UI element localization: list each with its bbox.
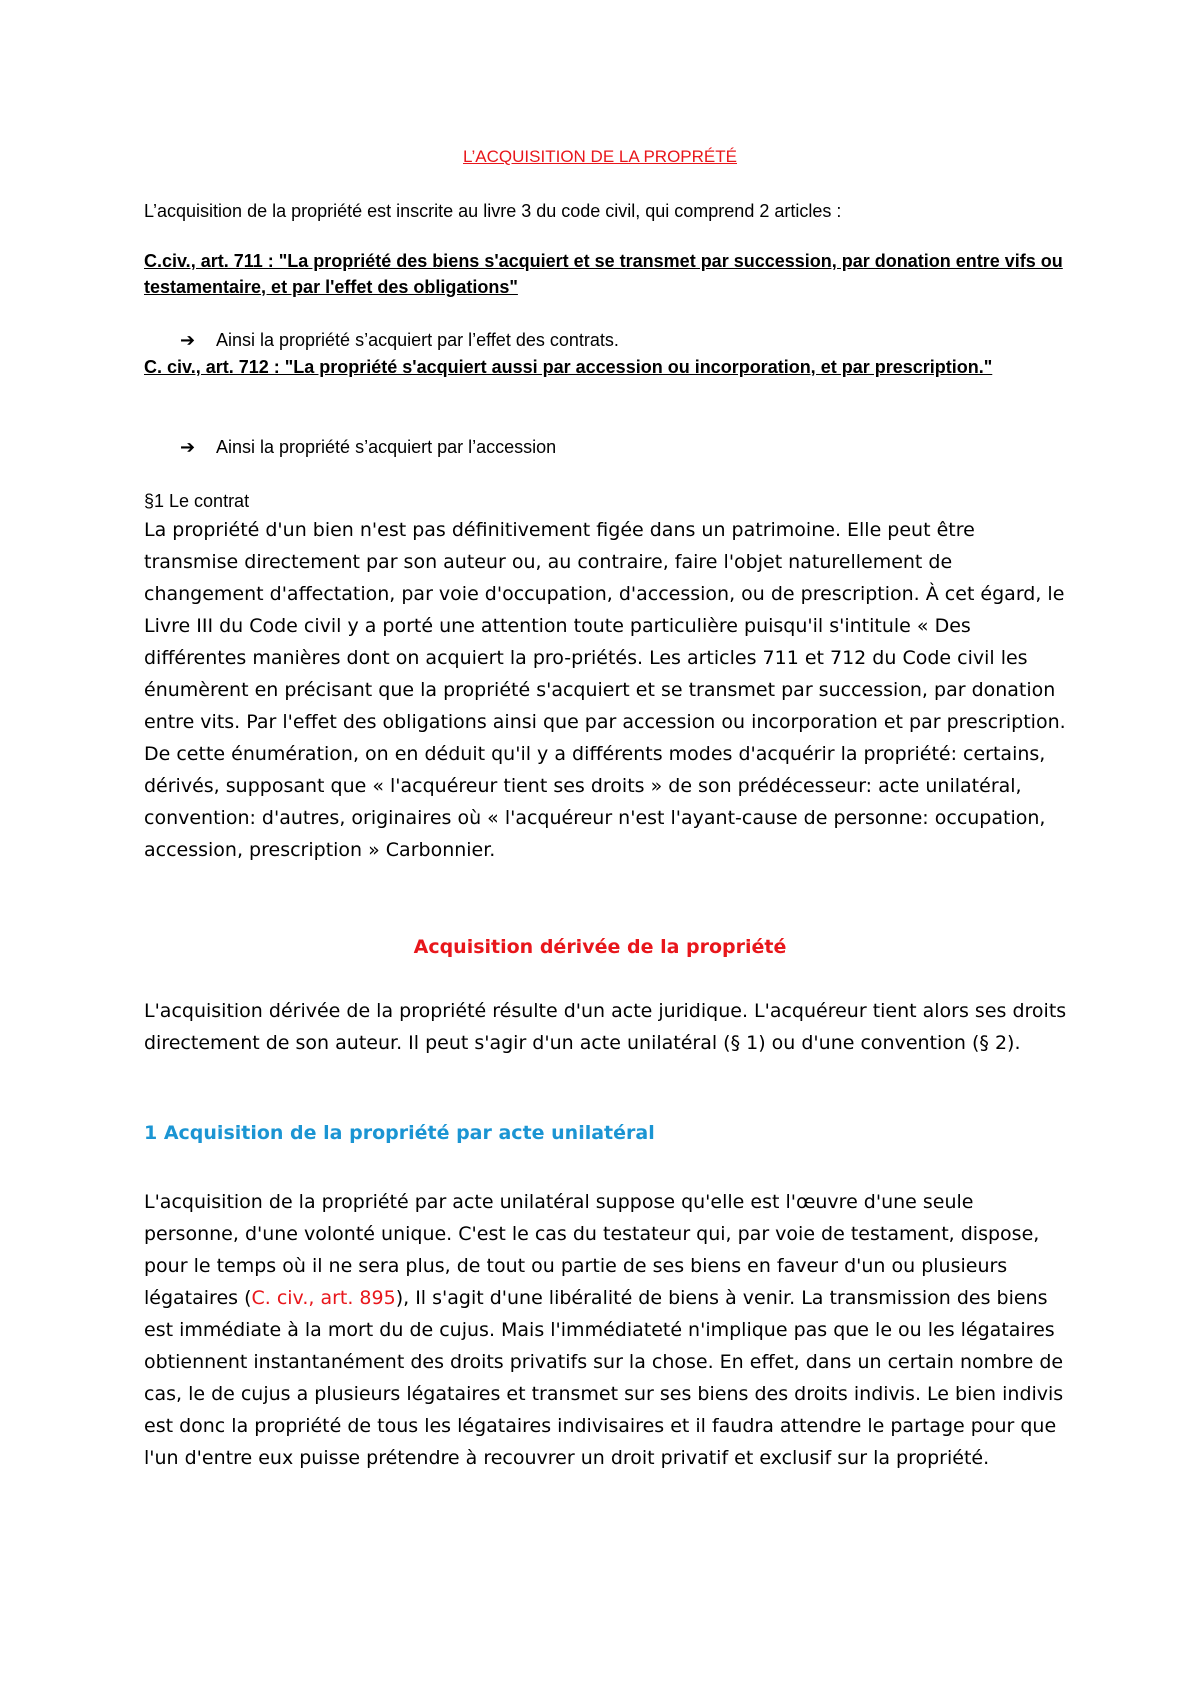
- paragraph-contract: La propriété d'un bien n'est pas définitivement figée dans un patrimoine. Elle peut être transmise directement par son auteur ou, au contraire, faire l'objet naturellement de changement d'affectation, par voie d'occupation, d'accession, ou de prescription. À cet égard, le Livre III du Code civil y a porté une attention toute particulière puisqu'il s'intitule « Des différentes manières dont on acquiert la pro-priétés. Les articles 711 et 712 du Code civil les énumèrent en précisant que la propriété s'acquiert et se transmet par succession, par donation entre vits. Par l'effet des obligations ainsi que par accession ou incorporation et par prescription. De cette énumération, on en déduit qu'il y a différents modes d'acquérir la propriété: certains, dérivés, supposant que « l'acquéreur tient ses droits » de son prédécesseur: acte unilatéral, convention: d'autres, originaires où « l'acquéreur n'est l'ayant-cause de personne: occupation, accession, prescription » Carbonnier.: [144, 519, 1066, 861]
- note-712: [180, 434, 556, 461]
- paragraph-unilateral-part-2: ), Il s'agit d'une libéralité de biens à venir. La transmission des biens est immédiate à la mort du de cujus. Mais l'immédiateté n'implique pas que le ou les légataires obtiennent instantanément des droits privatifs sur la chose. En effet, dans un certain nombre de cas, le de cujus a plusieurs légataires et transmet sur ses biens des droits indivis. Le bien indivis est donc la propriété de tous les légataires indivisaires et il faudra attendre le partage pour que l'un d'entre eux puisse prétendre à recouvrer un droit privatif et exclusif sur la propriété.: [144, 1287, 1064, 1469]
- article-711-quote: C.civ., art. 711 : "La propriété des biens s'acquiert et se transmet par succession, par donation entre vifs ou testamentaire, et par l'effet des obligations": [144, 251, 1063, 297]
- intro-paragraph: L’acquisition de la propriété est inscrite au livre 3 du code civil, qui comprend 2 articles :: [144, 201, 842, 221]
- note-711-text: Ainsi la propriété s’acquiert par l’effet des contrats.: [216, 330, 619, 350]
- note-711: [180, 327, 619, 354]
- section-1-label: §1 Le contrat: [144, 491, 250, 511]
- paragraph-unilateral: [144, 1186, 1074, 1474]
- paragraph-unilateral-part-1: L'acquisition de la propriété par acte unilatéral suppose qu'elle est l'œuvre d'une seule personne, d'une volonté unique. C'est le cas du testateur qui, par voie de testament, dispose, pour le temps où il ne sera plus, de tout ou partie de ses biens en faveur d'un ou plusieurs légataires (: [144, 1191, 1040, 1309]
- note-712-text: Ainsi la propriété s’acquiert par l’accession: [216, 437, 557, 457]
- heading-derived-acquisition: Acquisition dérivée de la propriété: [413, 936, 787, 958]
- article-712-quote: C. civ., art. 712 : "La propriété s'acquiert aussi par accession ou incorporation, et par prescription.": [144, 357, 993, 377]
- document-title: L’ACQUISITION DE LA PROPRÉTÉ: [463, 147, 737, 166]
- arrow-right-icon: ➔: [180, 330, 196, 351]
- article-895-reference: C. civ., art. 895: [251, 1287, 396, 1309]
- heading-unilateral-act: 1 Acquisition de la propriété par acte unilatéral: [144, 1122, 655, 1144]
- paragraph-derived: L'acquisition dérivée de la propriété résulte d'un acte juridique. L'acquéreur tient alors ses droits directement de son auteur. Il peut s'agir d'un acte unilatéral (§ 1) ou d'une convention (§ 2).: [144, 1000, 1067, 1054]
- arrow-right-icon: ➔: [180, 437, 196, 458]
